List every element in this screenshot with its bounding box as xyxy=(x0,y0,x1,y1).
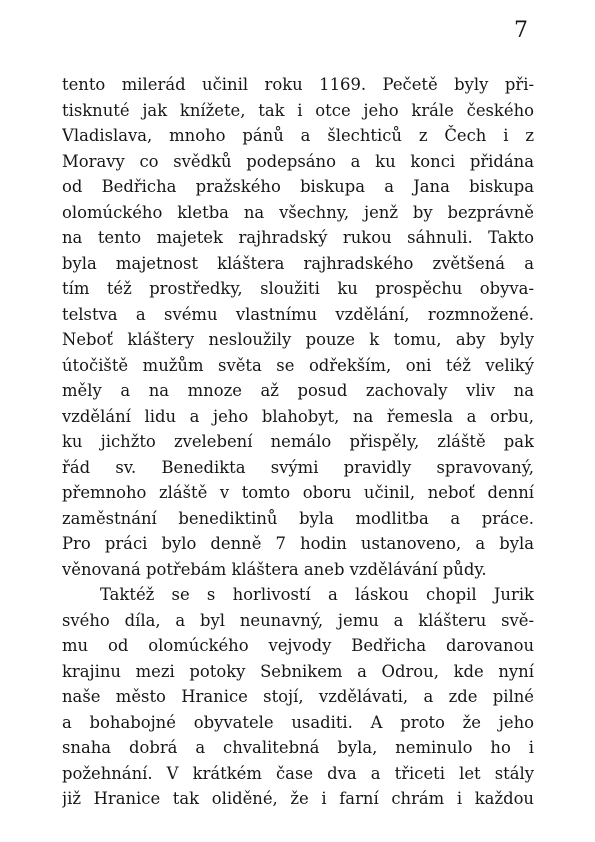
text-line: a bohabojné obyvatele usaditi. A proto že jeho xyxy=(62,712,534,732)
text-line: tisknuté jak knížete, tak i otce jeho krále českého xyxy=(62,100,534,120)
text-line: Taktéž se s horlivostí a láskou chopil Jurik xyxy=(100,585,534,604)
text-line: vzdělání lidu a jeho blahobyt, na řemesla a orbu, xyxy=(62,406,534,426)
text-line: Pro práci bylo denně 7 hodin ustanoveno, a byla xyxy=(62,534,534,553)
text-line: naše město Hranice stojí, vzdělávati, a zde pilné xyxy=(62,687,534,706)
text-line: řád sv. Benedikta svými pravidly spravovaný, xyxy=(62,457,534,477)
text-line: tím též prostředky, sloužiti ku prospěchu obyva- xyxy=(62,279,534,298)
text-line: věnovaná potřebám kláštera aneb vzdělávání půdy. xyxy=(62,559,487,579)
text-line: Neboť kláštery nesloužily pouze k tomu, aby byly xyxy=(62,330,534,349)
text-line: od Bedřicha pražského biskupa a Jana biskupa xyxy=(62,177,534,196)
text-line: Vladislava, mnoho pánů a šlechticů z Čech i z xyxy=(62,126,534,145)
text-line: snaha dobrá a chvalitebná byla, neminulo ho i xyxy=(62,738,534,757)
text-line: telstva a svému vlastnímu vzdělání, rozmnožené. xyxy=(62,304,534,324)
page-number: 7 xyxy=(514,18,528,43)
text-line: mu od olomúckého vejvody Bedřicha darovanou xyxy=(62,636,534,655)
text-line: již Hranice tak oliděné, že i farní chrám i každou xyxy=(62,789,534,808)
text-line: byla majetnost kláštera rajhradského zvětšená a xyxy=(62,253,534,273)
text-line: na tento majetek rajhradský rukou sáhnuli. Takto xyxy=(62,228,534,247)
body-text xyxy=(62,72,534,812)
text-line: útočiště mužům světa se odřekším, oni též veliký xyxy=(62,355,534,375)
text-line: tento milerád učinil roku 1169. Pečetě byly při- xyxy=(62,75,534,94)
text-line: svého díla, a byl neunavný, jemu a klášteru svě- xyxy=(62,610,534,630)
text-line: měly a na mnoze až posud zachovaly vliv na xyxy=(62,381,534,400)
text-line: krajinu mezi potoky Sebnikem a Odrou, kde nyní xyxy=(62,661,534,681)
text-line: zaměstnání benediktinů byla modlitba a práce. xyxy=(62,508,534,528)
text-line: olomúckého kletba na všechny, jenž by bezprávně xyxy=(62,202,534,222)
text-line: Moravy co svědků podepsáno a ku konci přidána xyxy=(62,151,534,171)
text-line: přemnoho zláště v tomto oboru učinil, neboť denní xyxy=(62,483,534,502)
text-line: požehnání. V krátkém čase dva a třiceti let stály xyxy=(62,763,534,783)
text-line: ku jichžto zvelebení nemálo přispěly, zláště pak xyxy=(62,432,534,451)
